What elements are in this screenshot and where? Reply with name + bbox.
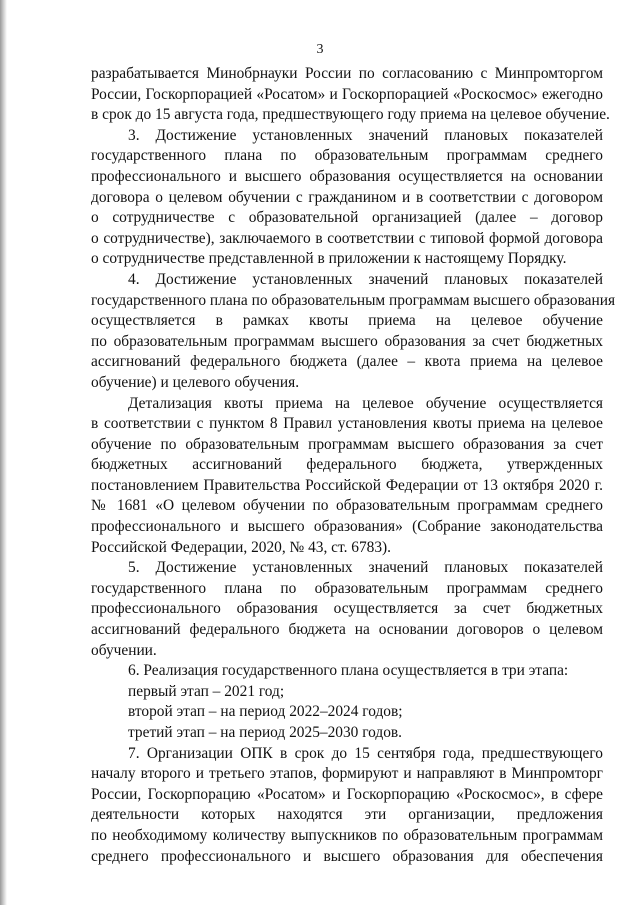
scan-edge-shadow: [0, 0, 7, 905]
text-line: бюджетных ассигнований федерального бюджета, утвержденных: [91, 456, 603, 474]
text-line: № 1681 «О целевом обучении по образовательным программам среднего: [91, 497, 603, 515]
text-line: 3. Достижение установленных значений плановых показателей: [128, 126, 603, 144]
text-line: разрабатывается Минобрнауки России по согласованию с Минпромторгом: [91, 65, 603, 82]
text-line: третий этап – на период 2025–2030 годов.: [128, 724, 403, 741]
text-line: первый этап – 2021 год;: [128, 682, 285, 700]
text-line: 4. Достижение установленных значений плановых показателей: [128, 270, 603, 288]
text-line: 7. Организации ОПК в срок до 15 сентября года, предшествующего: [128, 744, 603, 762]
text-line: началу второго и третьего этапов, формируют и направляют в Минпромторг: [91, 765, 603, 783]
text-line: второй этап – на период 2022–2024 годов;: [128, 703, 403, 721]
text-line: 6. Реализация государственного плана осуществляется в три этапа:: [128, 662, 569, 680]
text-line: государственного плана по образовательным программам среднего: [91, 579, 603, 597]
text-line: осуществляется в рамках квоты приема на целевое обучение: [91, 312, 603, 330]
page-number: 3: [316, 42, 324, 57]
text-line: профессионального и высшего образования» (Собрание законодательства: [91, 518, 603, 536]
text-line: в соответствии с пунктом 8 Правил установления квоты приема на целевое: [91, 415, 603, 433]
text-line: обучении.: [91, 641, 157, 659]
text-line: по необходимому количеству выпускников по образовательным программам: [91, 826, 603, 844]
text-line: профессионального образования осуществляется за счет бюджетных: [91, 600, 603, 618]
text-line: ассигнований федерального бюджета (далее – квота приема на целевое: [91, 353, 603, 371]
text-line: 5. Достижение установленных значений плановых показателей: [128, 559, 603, 577]
text-line: профессионального и высшего образования осуществляется на основании: [91, 167, 603, 185]
text-line: о сотрудничестве), заключаемого в соответствии с типовой формой договора: [91, 229, 603, 247]
text-line: обучение) и целевого обучения.: [91, 373, 300, 391]
text-line: по образовательным программам высшего образования за счет бюджетных: [91, 332, 603, 350]
text-line: России, Госкорпорацию «Росатом» и Госкорпорацию «Роскосмос», в сфере: [91, 785, 603, 803]
text-line: деятельности которых находятся эти организации, предложения: [91, 806, 603, 824]
text-line: среднего профессионального и высшего образования для обеспечения: [91, 847, 603, 865]
text-line: о сотрудничестве с образовательной организацией (далее – договор: [91, 209, 603, 227]
document-body: [91, 64, 616, 867]
text-line: в срок до 15 августа года, предшествующего году приема на целевое обучение.: [91, 106, 610, 124]
text-line: обучение по образовательным программам высшего образования за счет: [91, 435, 603, 453]
text-line: государственного плана по образовательным программам среднего: [91, 147, 603, 165]
text-line: Российской Федерации, 2020, № 43, ст. 6783).: [91, 538, 392, 556]
text-line: ассигнований федерального бюджета на основании договоров о целевом: [91, 621, 603, 639]
text-line: государственного плана по образовательным программам высшего образования: [91, 291, 616, 309]
text-line: России, Госкорпорацией «Росатом» и Госкорпорацией «Роскосмос» ежегодно: [91, 85, 603, 103]
text-line: постановлением Правительства Российской Федерации от 13 октября 2020 г.: [91, 476, 603, 494]
text-line: о сотрудничестве представленной в приложении к настоящему Порядку.: [91, 250, 567, 268]
text-line: Детализация квоты приема на целевое обучение осуществляется: [128, 394, 603, 412]
text-line: договора о целевом обучении с гражданином и в соответствии с договором: [91, 188, 603, 206]
